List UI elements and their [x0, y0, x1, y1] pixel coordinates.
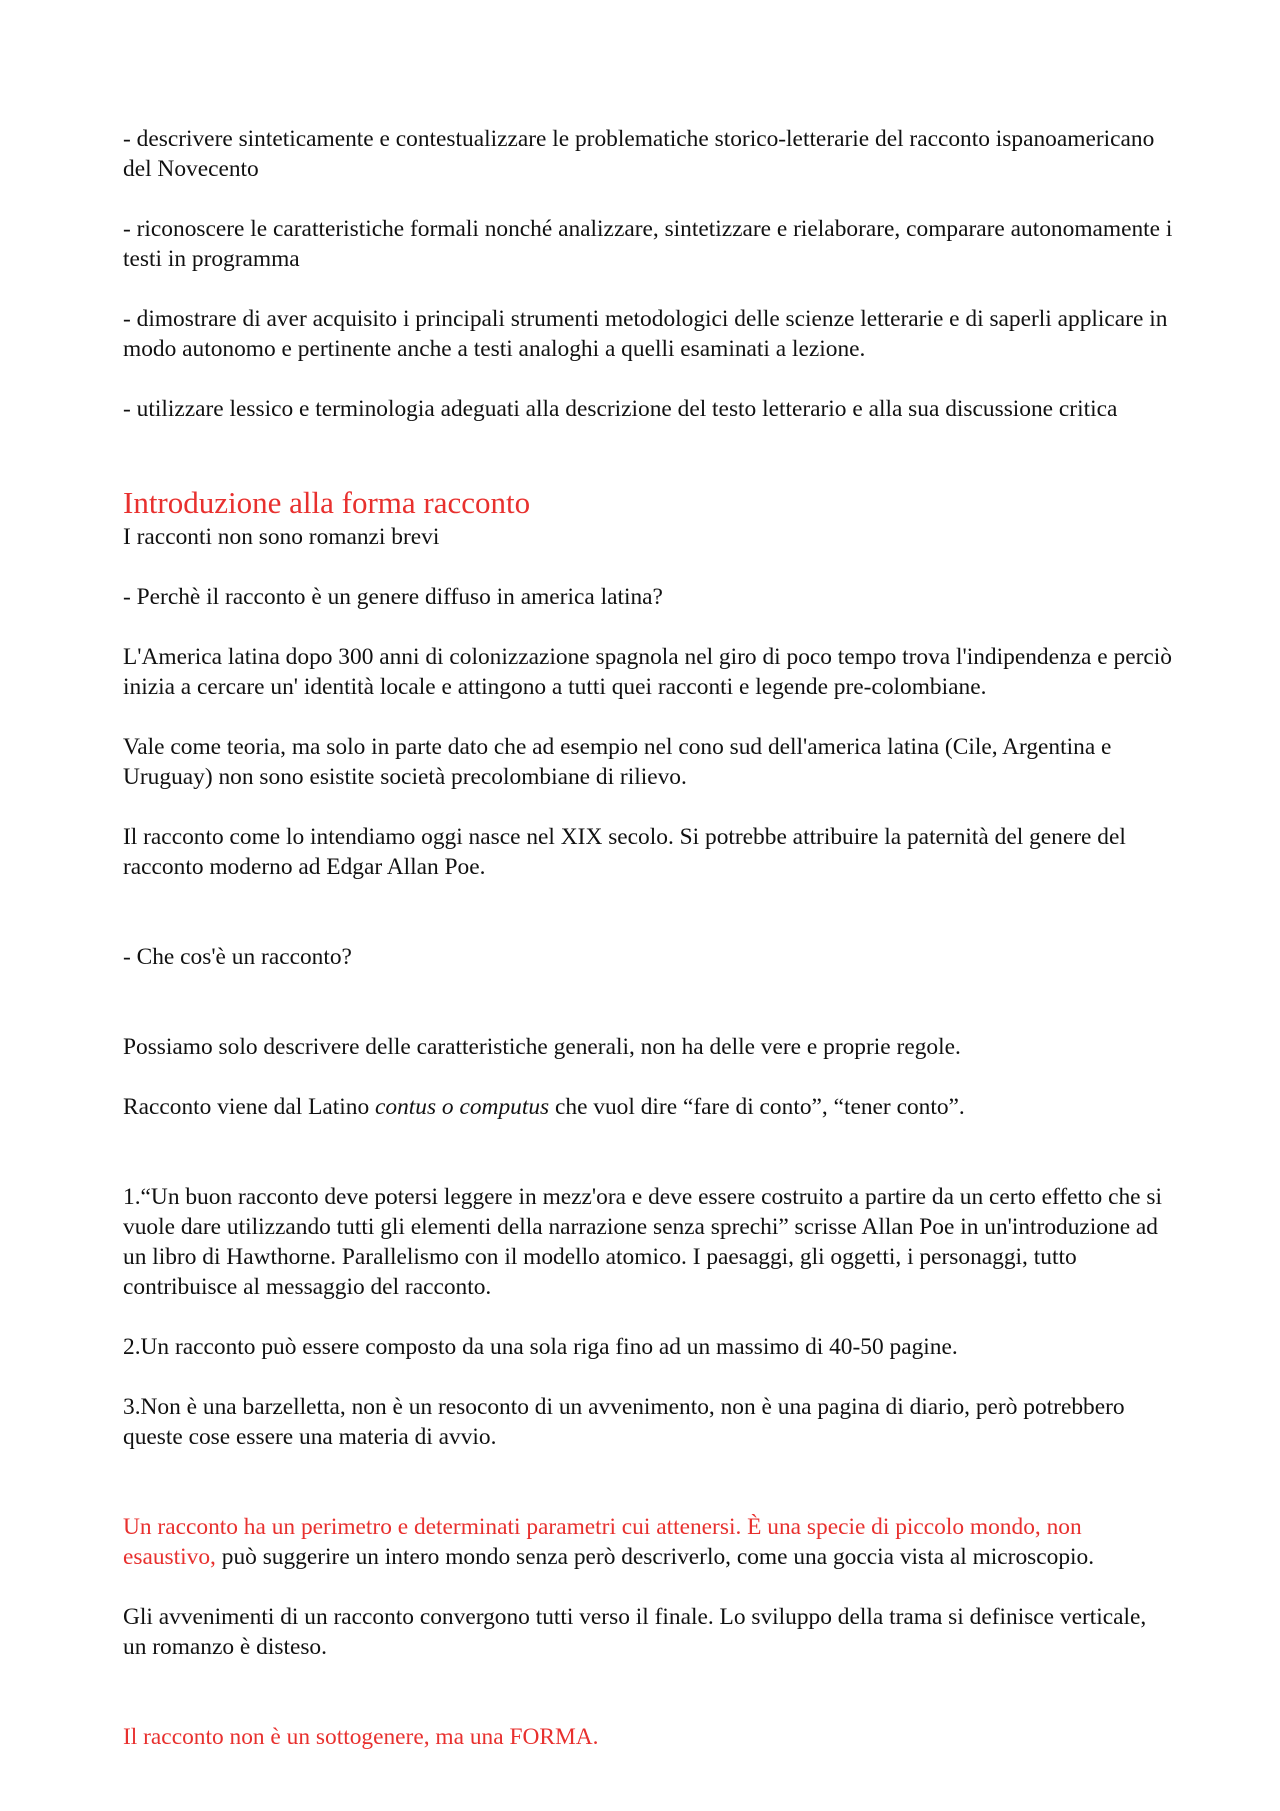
conclusion: Il racconto non è un sottogenere, ma una FORMA.	[123, 1724, 599, 1750]
paragraph-gap	[123, 882, 1173, 942]
paragraph-5	[123, 1482, 1173, 1692]
section-title: Introduzione alla forma racconto	[123, 485, 531, 520]
etymology-text-a: Racconto viene dal Latino	[123, 1094, 376, 1120]
objective-1: - descrivere sinteticamente e contestualizzare le problematiche storico-letterarie del racconto ispanoamericano del Novecento	[123, 126, 1155, 182]
objective-2: - riconoscere le caratteristiche formali nonché analizzare, sintetizzare e rielaborare, comparare autonomamente i testi in programma	[123, 216, 1173, 272]
paragraph-5-rest: può suggerire un intero mondo senza però descriverlo, come una goccia vista al microscopio.	[215, 1544, 1095, 1570]
paragraph-3: Il racconto come lo intendiamo oggi nasce nel XIX secolo. Si potrebbe attribuire la paternità del genere del racconto moderno ad Edgar Allan Poe.	[123, 824, 1126, 880]
document-page	[123, 124, 1173, 1782]
highlight-text: Un racconto ha un perimetro e determinati parametri cui attenersi. È una specie di piccolo mondo, non esaustivo,	[123, 1514, 1082, 1570]
etymology-text-b: che vuol dire “fare di conto”, “tener conto”.	[549, 1094, 965, 1120]
question-2: - Che cos'è un racconto?	[123, 944, 352, 970]
point-3: 3.Non è una barzelletta, non è un resoconto di un avvenimento, non è una pagina di diario, però potrebbero queste cose essere una materia di avvio.	[123, 1394, 1125, 1450]
question-1: - Perchè il racconto è un genere diffuso in america latina?	[123, 584, 663, 610]
paragraph-4-line-1: Possiamo solo descrivere delle caratteristiche generali, non ha delle vere e proprie regole.	[123, 1034, 961, 1060]
paragraph-5-body	[123, 1512, 1173, 1572]
paragraph-2: Vale come teoria, ma solo in parte dato che ad esempio nel cono sud dell'america latina (Cile, Argentina e Uruguay) non sono esistite società precolombiane di rilievo.	[123, 734, 1112, 790]
point-1: 1.“Un buon racconto deve potersi leggere in mezz'ora e deve essere costruito a partire da un certo effetto che si vuole dare utilizzando tutti gli elementi della narrazione senza sprechi” scrisse Allan Poe in un'introduzione ad un libro di Hawthorne. Parallelismo con il modello atomico. I paesaggi, gli oggetti, i personaggi, tutto contribuisce al messaggio del racconto.	[123, 1184, 1163, 1300]
section-subtitle: I racconti non sono romanzi brevi	[123, 524, 440, 550]
objective-3: - dimostrare di aver acquisito i principali strumenti metodologici delle scienze letterarie e di saperli applicare in modo autonomo e pertinente anche a testi analoghi a quelli esaminati a lezione.	[123, 306, 1168, 362]
point-2: 2.Un racconto può essere composto da una sola riga fino ad un massimo di 40-50 pagine.	[123, 1334, 958, 1360]
paragraph-4-line-2	[123, 1092, 1173, 1122]
paragraph-1: L'America latina dopo 300 anni di colonizzazione spagnola nel giro di poco tempo trova l'indipendenza e perciò inizia a cercare un' identità locale e attingono a tutti quei racconti e legende pre-colombiane.	[123, 644, 1172, 700]
paragraph-4	[123, 1002, 1173, 1152]
etymology-latin: contus o computus	[375, 1094, 550, 1120]
paragraph-6: Gli avvenimenti di un racconto convergono tutti verso il finale. Lo sviluppo della trama si definisce verticale, un romanzo è disteso.	[123, 1604, 1147, 1660]
section-gap	[123, 424, 1173, 484]
objective-4: - utilizzare lessico e terminologia adeguati alla descrizione del testo letterario e alla sua discussione critica	[123, 396, 1118, 422]
